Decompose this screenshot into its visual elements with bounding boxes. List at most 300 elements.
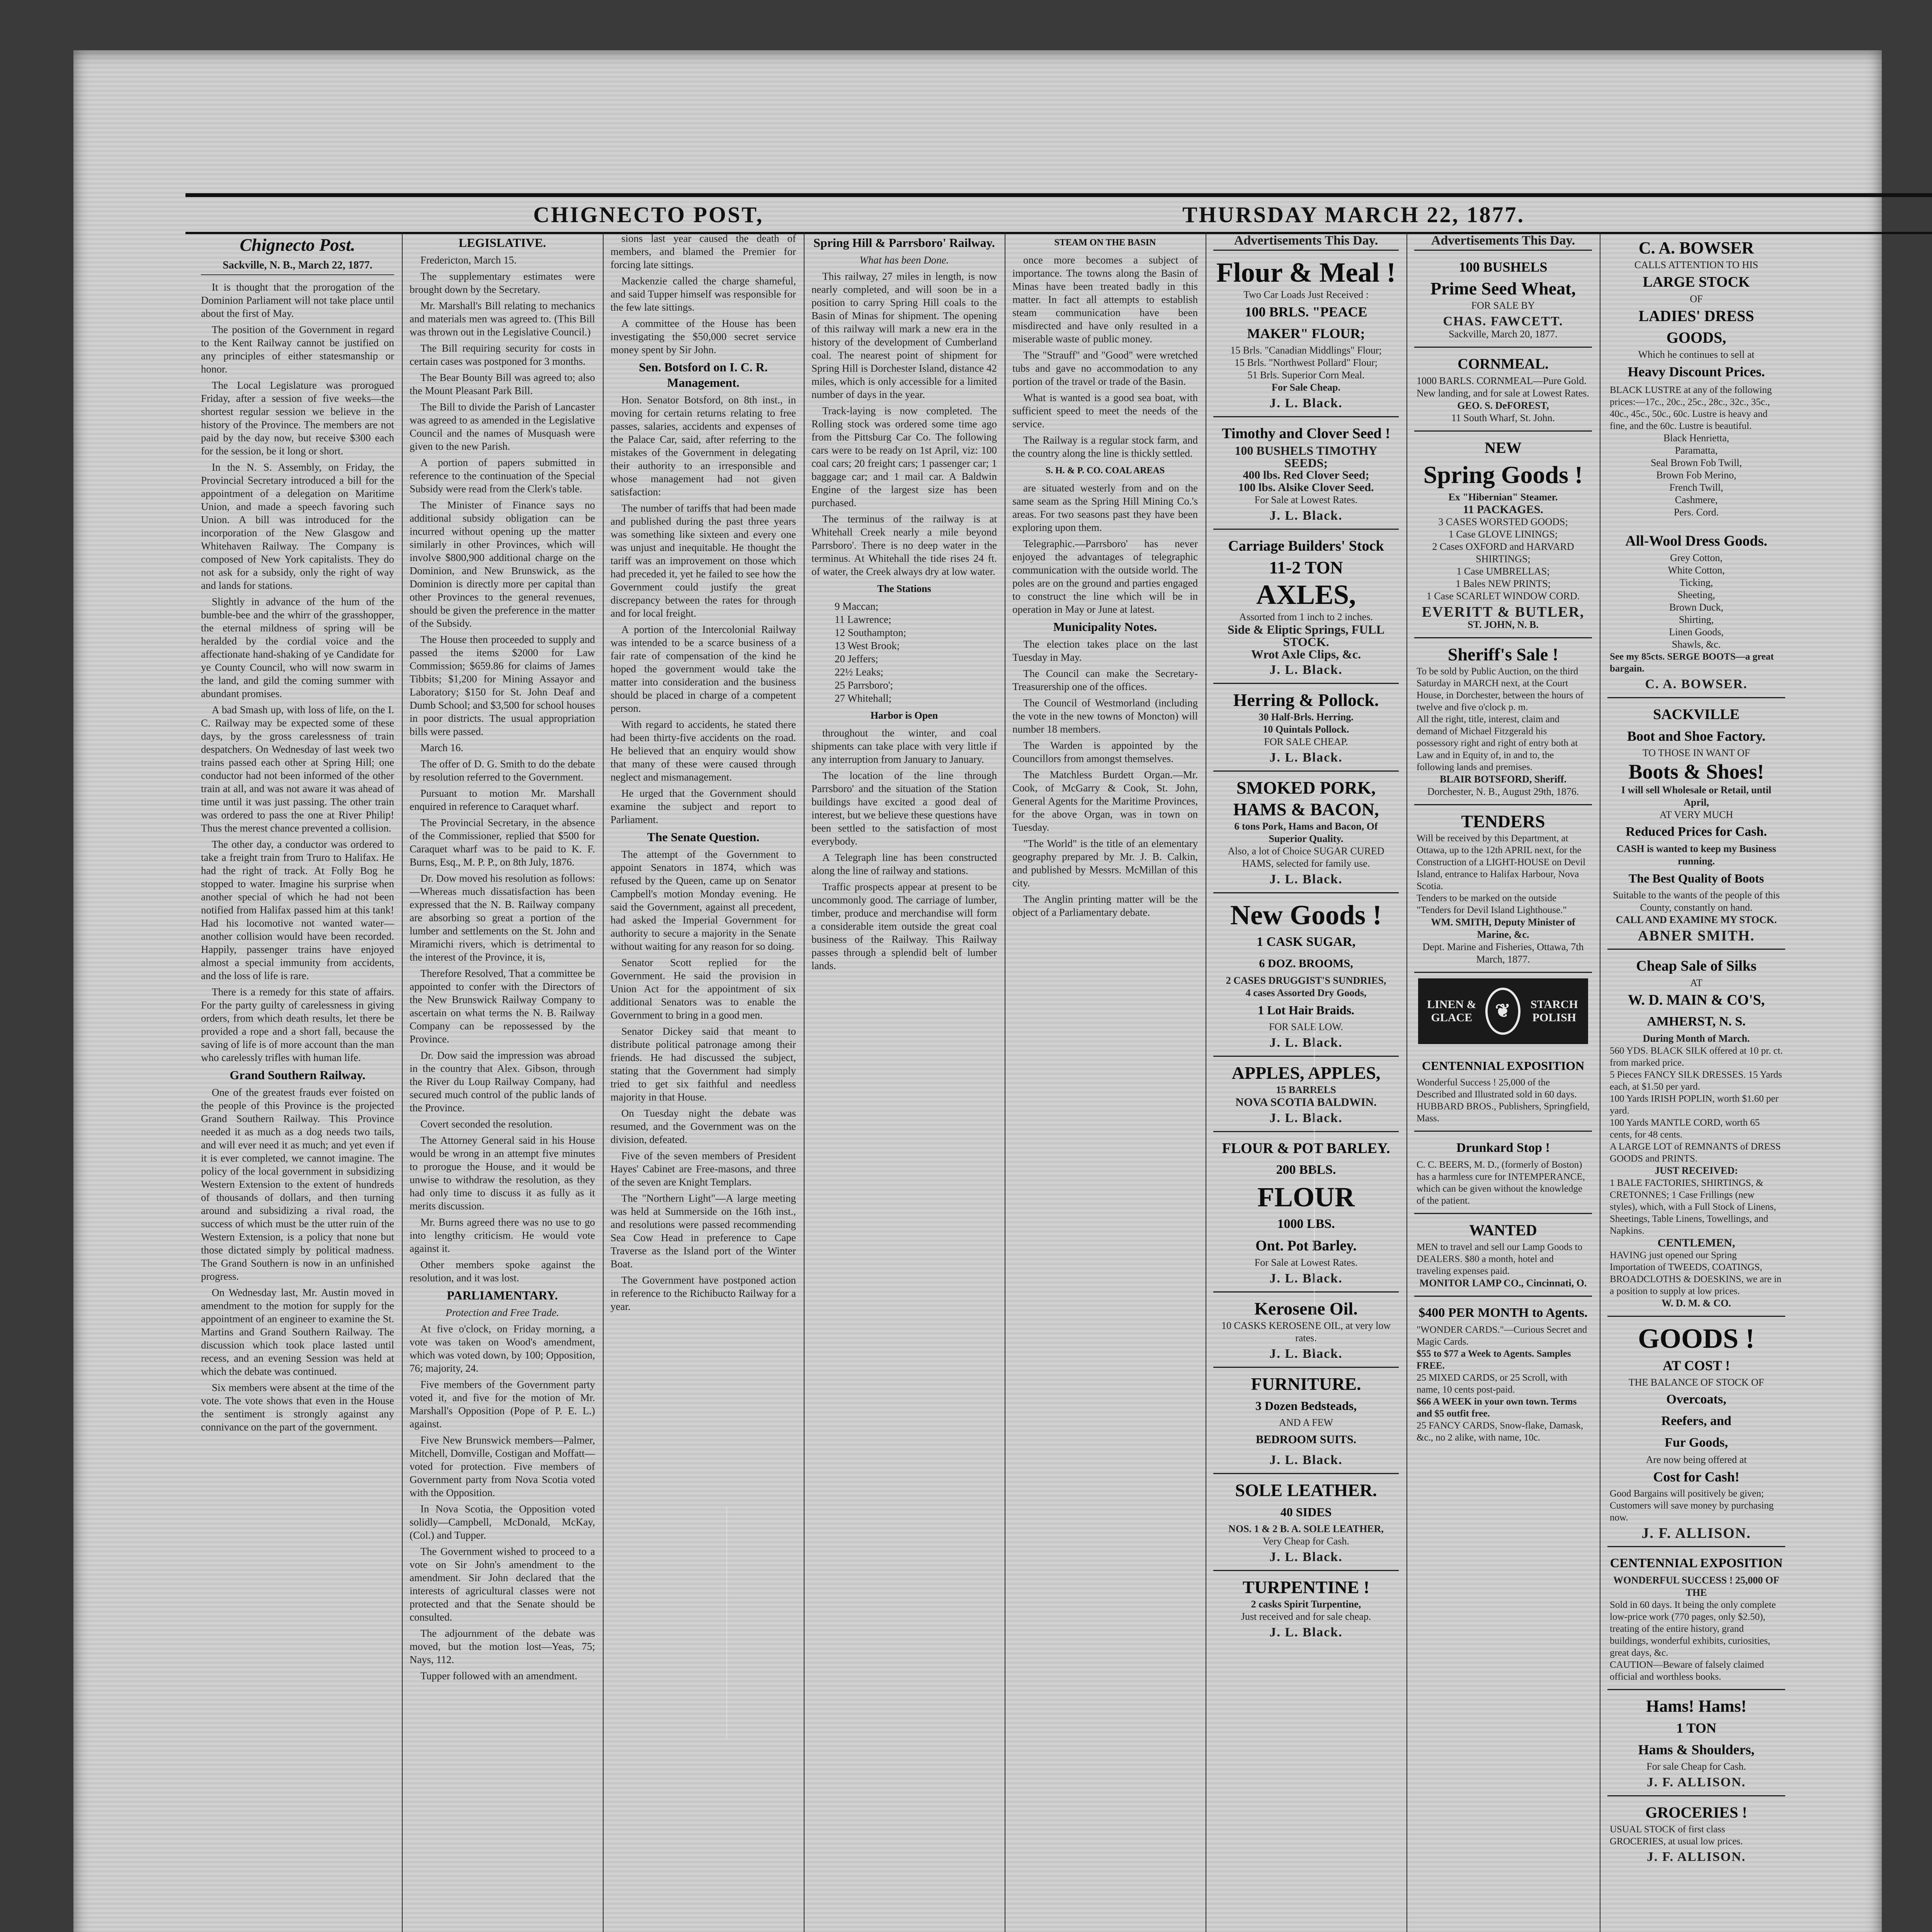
column-editorial [201, 232, 394, 1932]
ad-line: Wrot Axle Clips, &c. [1251, 647, 1361, 661]
ad-signature: J. L. Black. [1269, 872, 1343, 886]
paragraph: One of the greatest frauds ever foisted on the people of this Province is the projected Grand Southern Railway. This Province needed it as much as a dog needs two tails, and will ever need it as much; and yet even if it is ever completed, we cannot imagine. The policy of the local government in subsidizing Western Extension to the extent of hundreds of thousands of dollars, and then turning around and subsidizing a rival road, the success of which must be the utter ruin of the Western Extension, is a policy that none but those dictated simply by political madness. The Grand Southern is now in an unfinished progress. [201, 1087, 394, 1282]
ad-title: CORNMEAL. [1458, 356, 1549, 372]
ad-drunkard [1414, 1132, 1592, 1214]
masthead [185, 193, 1932, 234]
ad-title: All-Wool Dress Goods. [1625, 533, 1767, 549]
ad-line: 1000 BARLS. CORNMEAL—Pure Gold. New landing, and for sale at Lowest Rates. [1417, 375, 1589, 399]
paragraph: The Railway is a regular stock farm, and the country along the line is thickly settled. [1012, 434, 1198, 459]
ad-line: 15 Brls. "Northwest Pollard" Flour; [1234, 357, 1378, 368]
ad-line: W. D. M. & CO. [1662, 1298, 1731, 1309]
ad-sole-leather [1213, 1474, 1399, 1571]
column-rule [1406, 232, 1407, 1932]
paragraph: sions last year caused the death of members, and blamed the Premier for forcing late sittings. [611, 233, 796, 270]
ad-signature: EVERITT & BUTLER, [1422, 604, 1585, 620]
paragraph: Telegraphic.—Parrsboro' has never enjoyed the advantages of telegraphic communication with the outside world. The poles are on the ground and parties engaged to construct the line which will be in operation in May or June at latest. [1012, 538, 1198, 615]
list-item: 11 Lawrence; [835, 614, 891, 625]
paragraph: Dr. Dow said the impression was abroad in the country that Alex. Gibson, through the River du Loup Railway Company, had secured much control of the public lands of the Province. [410, 1049, 595, 1114]
paragraph: The Provincial Secretary, in the absence of the Commissioner, replied that $500 for Caraquet wharf was to be paid to K. F. Burns, Esq., M. P. P., on 8th July, 1876. [410, 817, 595, 868]
paragraph: Hon. Senator Botsford, on 8th inst., in moving for certain returns relating to free passes, salaries, accidents and expenses of the Palace Car, said, after referring to the mistakes of the Government in delegating their authority to an irresponsible and whose management had not given satisfaction: [611, 394, 796, 498]
ad-line: NOVA SCOTIA BALDWIN. [1235, 1096, 1377, 1109]
ad-line: NOS. 1 & 2 B. A. SOLE LEATHER, [1228, 1523, 1384, 1534]
ad-line: 1 Bales NEW PRINTS; [1456, 578, 1551, 589]
paragraph: At five o'clock, on Friday morning, a vote was taken on Wood's amendment, which was voted down, by 100; Opposition, 76; majority, 24. [410, 1323, 595, 1374]
list-item: 9 Maccan; [835, 600, 879, 612]
ad-line: 3 CASES WORSTED GOODS; [1438, 516, 1568, 527]
ad-centennial [1414, 1049, 1592, 1132]
ad-signature: J. F. ALLISON. [1646, 1850, 1746, 1864]
ad-line: All the right, title, interest, claim and demand of Michael Fitzgerald his possessory right and right of entry both at Law and in Equity of, in and to, the following lands and premises. [1417, 714, 1578, 772]
ad-subtitle: NEW [1485, 439, 1522, 456]
ad-line: 100 BRLS. "PEACE MAKER" FLOUR; [1245, 304, 1367, 341]
paragraph: A Telegraph line has been constructed along the line of railway and stations. [811, 852, 997, 876]
ad-line: TO THOSE IN WANT OF [1642, 747, 1750, 759]
ad-goods-at-cost [1607, 1317, 1785, 1547]
ad-signature: J. L. Black. [1269, 1271, 1343, 1286]
ad-line: French Twill, [1669, 482, 1723, 493]
paragraph: Other members spoke against the resolution, and it was lost. [410, 1259, 595, 1284]
ad-line: Brown Fob Merino, [1656, 469, 1736, 481]
paragraph: The supplementary estimates were brought down by the Secretary. [410, 270, 595, 295]
ad-line: Seal Brown Fob Twill, [1650, 457, 1742, 468]
paragraph: With regard to accidents, he stated there had been thirty-five accidents on the road. He believed that an enquiry would show that many of these were caused through neglect and mismanagement. [611, 719, 796, 783]
ad-line: The Best Quality of Boots [1628, 871, 1764, 885]
ads-heading: Advertisements This Day. [1213, 232, 1399, 251]
ad-line: Brown Duck, [1669, 602, 1724, 613]
ad-big: Boot and Shoe Factory. [1627, 728, 1765, 744]
ad-line: C. C. BEERS, M. D., (formerly of Boston) has a harmless cure for INTEMPERANCE, which can be given without the knowledge of the patient. [1417, 1160, 1585, 1206]
article-heading: Harbor is Open [870, 710, 938, 721]
ad-signature: J. L. Black. [1269, 750, 1343, 765]
ad-line: 10 Quintals Pollock. [1263, 724, 1349, 735]
ad-line: 560 YDS. BLACK SILK offered at 10 pr. ct. from marked price. [1610, 1046, 1783, 1068]
ad-line: OF [1690, 293, 1703, 304]
ad-line: Sold in 60 days. It being the only complete low-price work (770 pages, only $2.50), treating of the entire history, grand buildings, wonderful exhibits, curiosities, great days, &c. [1610, 1600, 1776, 1658]
ad-bowser-list [1607, 384, 1785, 525]
ad-cornmeal [1414, 348, 1592, 432]
article-heading: STEAM ON THE BASIN [1054, 238, 1156, 248]
ad-line: 1 BALE FACTORIES, SHIRTINGS, & CRETONNES; 1 Case Frillings (new styles), which, with a Full Stock of Linens, Sheetings, Table Linens, Towellings, and Napkins. [1610, 1178, 1776, 1236]
ad-line: Are now being offered at [1646, 1454, 1747, 1465]
paragraph: Track-laying is now completed. The Rolling stock was ordered some time ago from the Pittsburg Car Co. The following cars were to be ready on 1st April, viz: 100 coal cars; 20 freight cars; 1 passenger car; 1 baggage car; and 1 mail car. A Baldwin Engine of the largest size has been purchased. [811, 405, 997, 509]
ad-title: Drunkard Stop ! [1456, 1141, 1550, 1155]
paragraph: He urged that the Government should examine the subject and report to Parliament. [611, 787, 796, 825]
ad-place: ST. JOHN, N. B. [1468, 619, 1539, 630]
ad-line: 3 Dozen Bedsteads, [1255, 1399, 1357, 1413]
paragraph: Senator Scott replied for the Government. He said the provision in Union Act for the appointment of six additional Senators was to enable the Government to bring in a good men. [611, 957, 796, 1021]
ad-line: 51 Brls. Superior Corn Meal. [1247, 369, 1365, 381]
ad-line: 11 South Wharf, St. John. [1451, 412, 1555, 423]
paragraph: A portion of papers submitted in reference to the continuation of the Special Subsidy were read from the Clerk's table. [410, 457, 595, 495]
ad-subtitle: 100 BUSHELS [1459, 259, 1548, 275]
paragraph: The Council of Westmorland (including the vote in the new towns of Moncton) will number 18 members. [1012, 697, 1198, 735]
ad-note: For Sale at Lowest Rates. [1254, 1257, 1358, 1268]
paragraph: The location of the line through Parrsboro' and the situation of the Station buildings have excited a good deal of interest, but we believe these questions have been settled to the satisfaction of most everybody. [811, 770, 997, 847]
list-item: 13 West Brook; [835, 640, 900, 651]
ad-signature: J. L. Black. [1269, 1453, 1343, 1467]
ad-title: TENDERS [1461, 811, 1545, 831]
paragraph: In Nova Scotia, the Opposition voted solidly—Campbell, McDonald, McKay, (Col.) and Tupper. [410, 1503, 595, 1541]
ad-signature: J. L. Black. [1269, 396, 1343, 410]
ad-title: GROCERIES ! [1645, 1804, 1747, 1821]
ad-line: 2 Cases OXFORD and HARVARD SHIRTINGS; [1432, 541, 1574, 565]
paragraph: On Tuesday night the debate was resumed, and the Government was on the division, defeated. [611, 1107, 796, 1145]
ad-line: White Cotton, [1668, 565, 1725, 576]
article-heading: The Senate Question. [647, 830, 760, 844]
ad-new-goods [1213, 893, 1399, 1057]
ad-line: AND A FEW [1279, 1417, 1333, 1428]
ad-kerosene [1213, 1293, 1399, 1368]
paragraph: Covert seconded the resolution. [420, 1118, 553, 1130]
ad-hams [1607, 1690, 1785, 1796]
column-ads-merchants [1607, 232, 1785, 1932]
ad-line: Also, a lot of Choice SUGAR CURED HAMS, selected for family use. [1228, 845, 1384, 869]
ad-line: Sackville, March 20, 1877. [1449, 328, 1558, 340]
ad-note: FOR SALE LOW. [1269, 1021, 1343, 1032]
ad-bowser [1607, 232, 1785, 384]
station-list [811, 600, 997, 705]
ad-line: $55 to $77 a Week to Agents. Samples FREE. [1417, 1349, 1571, 1371]
ad-line: Paramatta, [1675, 445, 1718, 456]
ad-line: Hams & Shoulders, [1638, 1742, 1755, 1757]
ad-furniture [1213, 1368, 1399, 1474]
ad-shoe-factory [1607, 698, 1785, 950]
ad-line: Ont. Pot Barley. [1255, 1238, 1357, 1254]
paper-name: CHIGNECTO POST, [533, 202, 764, 227]
article-heading: Spring Hill & Parrsboro' Railway. [813, 236, 995, 250]
ad-signature: C. A. BOWSER. [1645, 677, 1748, 691]
ad-big: AMHERST, N. S. [1647, 1014, 1746, 1029]
ad-flour-meal [1213, 251, 1399, 417]
ad-line: Shawls, &c. [1672, 639, 1721, 650]
starch-left-text: LINEN & GLACE [1427, 998, 1476, 1024]
ad-line: A LARGE LOT of REMNANTS of DRESS GOODS and PRINTS. [1610, 1141, 1781, 1164]
ad-line: 1 Lot Hair Braids. [1257, 1003, 1355, 1017]
ad-line: 100 Yards IRISH POPLIN, worth $1.60 per yard. [1610, 1094, 1779, 1116]
ad-centennial-2 [1607, 1547, 1785, 1690]
ad-signature: J. L. Black. [1269, 1550, 1343, 1564]
ad-line: Wonderful Success ! 25,000 of the Described and Illustrated sold in 60 days. [1417, 1077, 1577, 1100]
ad-line: Ex "Hibernian" Steamer. [1448, 492, 1558, 503]
ad-title: TURPENTINE ! [1242, 1577, 1370, 1597]
ad-flour-barley [1213, 1132, 1399, 1293]
ad-title: Kerosene Oil. [1254, 1299, 1358, 1318]
ad-line: For sale Cheap for Cash. [1646, 1761, 1746, 1772]
ad-title: Prime Seed Wheat, [1430, 279, 1576, 298]
paragraph: March 16. [420, 742, 463, 753]
starch-polish-ad [1418, 978, 1588, 1044]
ad-line: During Month of March. [1643, 1033, 1750, 1044]
ad-line: Which he continues to sell at [1638, 349, 1755, 360]
ad-line: 2 casks Spirit Turpentine, [1251, 1599, 1361, 1610]
ad-line: FOR SALE BY [1471, 300, 1535, 311]
ad-line: 100 lbs. Alsike Clover Seed. [1238, 481, 1374, 494]
list-item: 25 Parrsboro'; [835, 679, 893, 691]
ad-title: Spring Goods ! [1423, 461, 1583, 488]
paragraph: It is thought that the prorogation of the Dominion Parliament will not take place until about the first of May. [201, 281, 394, 319]
ad-title: New Goods ! [1230, 900, 1382, 930]
ad-title: Carriage Builders' Stock [1228, 538, 1384, 554]
column-ads-misc [1414, 232, 1592, 1932]
ad-line: CALL AND EXAMINE MY STOCK. [1616, 914, 1777, 925]
ad-line: WONDERFUL SUCCESS ! 25,000 OF THE [1613, 1575, 1779, 1598]
ads-heading: Advertisements This Day. [1414, 232, 1592, 251]
ad-title: SMOKED PORK, HAMS & BACON, [1233, 778, 1379, 819]
paragraph: The other day, a conductor was ordered to take a freight train from Truro to Halifax. He had the right of track. At Folly Bog he stopped to water. Imagine his surprise when another special of which he had not been notified from Halifax passed him at this tank! Had his locomotive not wanted water—another collision would have been recorded. Happily, passenger trains have enjoyed almost a special immunity from accidents, and the loss of life is rare. [201, 838, 394, 981]
issue-date: THURSDAY MARCH 22, 1877. [1182, 202, 1525, 227]
ad-spring-goods [1414, 432, 1592, 638]
ad-signature: ABNER SMITH. [1638, 928, 1755, 944]
paragraph: The attempt of the Government to appoint Senators in 1874, which was refused by the Queen, came up on Senator Campbell's motion Monday evening. He said the Government, against all precedent, had asked the Imperial Government for authority to secure a majority in the Senate without waiting for any reason for so doing. [611, 849, 796, 952]
article-heading: S. H. & P. CO. COAL AREAS [1045, 466, 1165, 476]
paragraph: The Council can make the Secretary-Treasurership one of the offices. [1012, 668, 1198, 692]
ad-pork [1213, 772, 1399, 893]
scan-artifact [1314, 1005, 1315, 1352]
paragraph: The Matchless Burdett Organ.—Mr. Cook, of McGarry & Cook, St. John, General Agents for the Maritime Provinces, for the above Organ, was in town on Tuesday. [1012, 769, 1198, 833]
ad-line: I will sell Wholesale or Retail, until April, [1621, 784, 1772, 808]
paragraph: What is wanted is a good sea boat, with sufficient speed to meet the needs of the service. [1012, 392, 1198, 430]
paragraph: Pursuant to motion Mr. Marshall enquired in reference to Caraquet wharf. [410, 787, 595, 812]
paragraph: Mackenzie called the charge shameful, and said Tupper himself was responsible for the few late sittings. [611, 275, 796, 313]
paragraph: The adjournment of the debate was moved, but the motion lost—Yeas, 75; Nays, 112. [410, 1628, 595, 1665]
paragraph: Five members of the Government party voted it, and five for the motion of Mr. Marshall's Opposition (Pope of P. E. L.) against. [410, 1379, 595, 1430]
ad-line: HAVING just opened our Spring Importation of TWEEDS, COATINGS, BROADCLOTHS & DOESKINS, we are in a position to supply at low prices. [1610, 1250, 1782, 1296]
ad-line: Suitable to the wants of the people of this County, constantly on hand. [1613, 889, 1780, 913]
ad-agents [1414, 1297, 1592, 1450]
paragraph: The Attorney General said in his House would be wrong in an attempt five minutes to prorogue the House, and it would be unwise to withdraw the resolution, as they had only time to discuss it as fully as it merits discussion. [410, 1134, 595, 1212]
paragraph: The Minister of Finance says no additional subsidy obligation can be incurred without opening up the matter similarly in other Provinces, which will involve $800,900 additional charge on the Dominion, and New Brunswick, as the Dominion is directly more per capital than other Provinces to the general revenues, should be given the preference in the matter of the Subsidy. [410, 499, 595, 629]
ad-line: FLOUR [1257, 1182, 1355, 1213]
paragraph: A portion of the Intercolonial Railway was intended to be a scarce business of a fair rate of compensation of the kind he hoped the government would take the matter into consideration and the business should be placed in charge of a competent person. [611, 624, 796, 714]
ad-line: Grey Cotton, [1670, 552, 1723, 563]
paragraph: Six members were absent at the time of the vote. The vote shows that even in the House the sentiment is strongly against any connivance on the part of the government. [201, 1382, 394, 1433]
ad-line: Pers. Cord. [1673, 507, 1719, 518]
paragraph: Five of the seven members of President Hayes' Cabinet are Free-masons, and three of the seven are Knight Templars. [611, 1150, 796, 1188]
ad-groceries [1607, 1796, 1785, 1870]
paragraph: Traffic prospects appear at present to be uncommonly good. The carriage of lumber, timber, produce and merchandise will form a considerable item outside the great coal business of the Railway. This Railway passes through a splendid belt of lumber lands. [811, 881, 997, 971]
ad-line: BLACK LUSTRE at any of the following prices:—17c., 20c., 25c., 28c., 32c., 35c., 40c., 45c., 50c., 60c. Lustre is heavy and fine, and the 60c. Lustre is beautiful. [1610, 385, 1772, 431]
ad-line: Fur Goods, [1665, 1435, 1728, 1450]
ad-line: Overcoats, [1666, 1392, 1726, 1406]
paragraph: Therefore Resolved, That a committee be appointed to confer with the Directors of the New Brunswick Railway Company to ascertain on what terms the N. B. Railway Company can be repossessed by the Province. [410, 968, 595, 1045]
paragraph: On Wednesday last, Mr. Austin moved in amendment to the motion for supply for the appointment of an engineer to examine the St. Martins and Grand Southern Railway. The discussion which took place lasted until recess, and an evening Session was held at which the debate was continued. [201, 1287, 394, 1377]
paragraph: "The World" is the title of an elementary geography prepared by Mr. J. B. Calkin, and published by Messrs. McMillan of this city. [1012, 838, 1198, 889]
ad-signature: J. L. Black. [1269, 1625, 1343, 1639]
paragraph: Fredericton, March 15. [420, 254, 517, 266]
ad-signature: J. L. Black. [1269, 663, 1343, 677]
list-item: 12 Southampton; [835, 627, 906, 638]
ad-big: W. D. MAIN & CO'S, [1628, 992, 1765, 1008]
ad-bowser-wool [1607, 525, 1785, 698]
ad-title: FURNITURE. [1251, 1374, 1361, 1394]
ad-line: 40 SIDES [1280, 1505, 1332, 1519]
ad-line: 1 Case UMBRELLAS; [1456, 566, 1550, 577]
paragraph: The "Northern Light"—A large meeting was held at Summerside on the 16th inst., and resolutions were passed recommending Sea Cow Head in preference to Cape Traverse as the Island port of the Winter Boat. [611, 1192, 796, 1270]
paragraph: The House then proceeded to supply and passed the items $2000 for Law Commission; $659.86 for claims of James Tibbits; $1,200 for Mining Assayor and Laboratory; $150 for St. John Deaf and Dumb School; and $3,500 for school houses in poor districts. The usual appropriation bills were passed. [410, 634, 595, 737]
ad-title: Hams! Hams! [1646, 1697, 1747, 1716]
ad-line: LARGE STOCK [1643, 274, 1750, 290]
paragraph: The Government have postponed action in reference to the Richibucto Railway for a year. [611, 1274, 796, 1312]
ad-line: 100 Yards MANTLE CORD, worth 65 cents, for 48 cents. [1610, 1117, 1760, 1140]
article-subheading: What has been Done. [859, 254, 949, 266]
ad-line: See my 85cts. SERGE BOOTS—a great bargain. [1610, 651, 1774, 674]
ad-line: 6 tons Pork, Hams and Bacon, Of Superior Quality. [1234, 821, 1378, 844]
ad-apples [1213, 1057, 1399, 1132]
ad-line: 4 cases Assorted Dry Goods, [1245, 987, 1367, 998]
ad-line: THE BALANCE OF STOCK OF [1628, 1377, 1764, 1388]
paragraph: In the N. S. Assembly, on Friday, the Provincial Secretary introduced a bill for the appointment of a delegation on Maritime Union, and made a speech favoring such Union. A bill was introduced for the incorporation of the New Glasgow and Whitehaven Railway. The Company is composed of New York capitalists. They do not ask for a subsidy, only the right of way and lands for stations. [201, 461, 394, 591]
column-legislative [410, 232, 595, 1932]
paragraph: The Bill to divide the Parish of Lancaster was agreed to as amended in the Legislative Council and the names of Musquash were given to the new Parish. [410, 401, 595, 452]
list-item: 22½ Leaks; [835, 666, 883, 678]
paragraph: A bad Smash up, with loss of life, on the I. C. Railway may be expected some of these days, by the gross carelessness of train despatchers. On Wednesday of last week two trains passed each other at Spring Hill; one conductor had not been informed of the other train at all, and was not aware it was ahead of time until it was just passing. The other train was ordered to pass the one at River Philip! Thus the merest chance prevented a collision. [201, 704, 394, 834]
ad-title: WANTED [1469, 1221, 1537, 1239]
ad-title: Flour & Meal ! [1216, 257, 1396, 288]
ad-line: $66 A WEEK in your own town. Terms and $5 outfit free. [1417, 1396, 1577, 1419]
ad-title: FLOUR & POT BARLEY. [1222, 1140, 1390, 1156]
ad-line: Dorchester, N. B., August 29th, 1876. [1427, 786, 1579, 797]
ad-line: 5 Pieces FANCY SILK DRESSES. 15 Yards each, at $1.50 per yard. [1610, 1070, 1782, 1092]
ad-line: CENTLEMEN, [1657, 1236, 1735, 1249]
paragraph: Five New Brunswick members—Palmer, Mitchell, Domville, Costigan and Moffatt—voted for protection. Five members of Government party from Nova Scotia voted with the Opposition. [410, 1434, 595, 1498]
ad-signature: J. L. Black. [1269, 1036, 1343, 1050]
ad-line: 15 BARRELS [1276, 1084, 1336, 1095]
ad-line: Reduced Prices for Cash. [1626, 825, 1767, 839]
ad-sheriffs-sale [1414, 638, 1592, 805]
paragraph: are situated westerly from and on the same seam as the Spring Hill Mining Co.'s areas. For two seasons past they have been exploring upon them. [1012, 482, 1198, 533]
ad-line: 25 MIXED CARDS, or 25 Scroll, with name, 10 cents post-paid. [1417, 1372, 1568, 1395]
paragraph: Slightly in advance of the hum of the bumble-bee and the whirr of the grasshopper, the eternal mildness of spring will be heralded by the cordial voice and the affectionate hand-shaking of ye Candidate for ye County Council, who will now swarm in the land, and gild the coming summer with abundant promises. [201, 596, 394, 699]
paragraph: The Bear Bounty Bill was agreed to; also the Mount Pleasant Park Bill. [410, 372, 595, 396]
column-rule [402, 232, 403, 1932]
paragraph: Dr. Dow moved his resolution as follows:—Whereas much dissatisfaction has been expressed that the N. B. Railway company are absorbing so great a portion of the lumber and settlements on the St. John and Miramichi rivers, which is detrimental to the interest of the Province, it is, [410, 872, 595, 963]
ad-title: CENTENNIAL EXPOSITION [1610, 1556, 1783, 1570]
ad-line: 200 BBLS. [1276, 1163, 1336, 1177]
ad-seed-wheat [1414, 251, 1592, 348]
ad-title: GOODS ! [1638, 1323, 1755, 1354]
ad-title: CENTENNIAL EXPOSITION [1422, 1059, 1585, 1073]
ad-line: USUAL STOCK of first class GROCERIES, at usual low prices. [1610, 1824, 1743, 1847]
ad-line: CHAS. FAWCETT. [1443, 314, 1563, 328]
scan-artifact [726, 1507, 727, 1739]
ad-line: 100 BUSHELS TIMOTHY SEEDS; [1235, 444, 1378, 470]
paragraph: Tupper followed with an amendment. [420, 1670, 578, 1682]
ad-title: $400 PER MONTH to Agents. [1418, 1306, 1588, 1320]
ad-line: JUST RECEIVED: [1655, 1165, 1738, 1176]
paragraph: The Local Legislature was prorogued Friday, after a session of five weeks—the shortest regular session we believe in the history of the Province. The members are not paid by the day now, but receive $300 each for the session, be it long or short. [201, 379, 394, 457]
ad-line: GEO. S. DeFOREST, [1457, 400, 1549, 411]
ad-line: MEN to travel and sell our Lamp Goods to DEALERS. $80 a month, hotel and traveling expenses paid. [1417, 1242, 1583, 1276]
ad-title: C. A. BOWSER [1638, 238, 1754, 257]
column-rule [603, 232, 604, 1932]
article-heading: PARLIAMENTARY. [447, 1288, 558, 1302]
ad-line: Shirting, [1679, 614, 1714, 625]
ad-line: 6 DOZ. BROOMS, [1259, 957, 1353, 970]
list-item: 20 Jeffers; [835, 653, 878, 665]
ad-line: Just received and for sale cheap. [1241, 1611, 1371, 1622]
ad-title: Timothy and Clover Seed ! [1222, 425, 1390, 442]
ad-line: 2 CASES DRUGGIST'S SUNDRIES, [1226, 975, 1386, 986]
ad-carriage [1213, 530, 1399, 684]
ad-line: 1 CASK SUGAR, [1257, 935, 1355, 949]
ad-line: Cost for Cash! [1653, 1469, 1740, 1485]
ad-line: 25 FANCY CARDS, Snow-flake, Damask, &c., no 2 alike, with name, 10c. [1417, 1420, 1583, 1443]
paragraph: Senator Dickey said that meant to distribute political patronage among their friends. He had discussed the subject, stating that the Government had simply tried to get six faithful and needless majority in that House. [611, 1026, 796, 1103]
paragraph: throughout the winter, and coal shipments can take place with very little if any interruption from January to January. [811, 727, 997, 765]
paragraph: The Government wished to proceed to a vote on Sir John's amendment to the amendment. Sir John declared that the interests of agricultural classes were not protected and that the Senate should be consulted. [410, 1546, 595, 1623]
ad-line: Reefers, and [1661, 1414, 1731, 1428]
ad-line: BLAIR BOTSFORD, Sheriff. [1440, 774, 1566, 785]
ad-line: To be sold by Public Auction, on the third Saturday in MARCH next, at the Court House, in Dorchester, between the hours of twelve and five o'clock p. m. [1417, 666, 1584, 713]
ad-turpentine [1213, 1571, 1399, 1645]
ad-line: Two Car Loads Just Received : [1243, 289, 1369, 300]
ad-line: Ticking, [1679, 577, 1713, 588]
paper-title: Chignecto Post. [240, 235, 355, 255]
monogram-icon: ❦ [1485, 988, 1520, 1035]
ad-line: CASH is wanted to keep my Business running. [1616, 843, 1776, 867]
paragraph: The Bill requiring security for costs in certain cases was postponed for 3 months. [410, 342, 595, 367]
paragraph: The Anglin printing matter will be the object of a Parliamentary debate. [1012, 893, 1198, 918]
ad-line: Will be received by this Department, at Ottawa, up to the 12th APRIL next, for the Construction of a LIGHT-HOUSE on Devil Island, entrance to Halifax Harbour, Nova Scotia. [1417, 833, 1586, 891]
ad-line: WM. SMITH, Deputy Minister of Marine, &c. [1431, 917, 1575, 940]
article-heading: Grand Southern Railway. [230, 1068, 366, 1082]
ad-line: 10 CASKS KEROSENE OIL, at very low rates. [1221, 1320, 1391, 1344]
ad-signature: J. L. Black. [1269, 509, 1343, 523]
article-heading: The Stations [877, 583, 931, 594]
ad-line: 1 Case SCARLET WINDOW CORD. [1426, 590, 1580, 602]
paragraph: This railway, 27 miles in length, is now nearly completed, and will soon be in a position to carry Spring Hill coals to the Basin of Minas for shipment. The opening of this railway will mark a new era in the history of the development of Cumberland coal. The nearest point of shipment for Spring Hill is Dorchester Island, distance 42 miles, which is only accessible for a limited number of days in the year. [811, 270, 997, 400]
paragraph: Mr. Marshall's Bill relating to mechanics and materials men was agreed to. (This Bill was thrown out in the Legislative Council.) [410, 300, 595, 338]
ad-line: Tenders to be marked on the outside "Tenders for Devil Island Lighthouse." [1417, 893, 1567, 915]
ad-line: 400 lbs. Red Clover Seed; [1243, 469, 1369, 481]
ad-line: Linen Goods, [1669, 626, 1724, 638]
ad-line: LADIES' DRESS GOODS, [1638, 307, 1754, 346]
paragraph: There is a remedy for this state of affairs. For the party guilty of carelessness in giving orders, from which death results, let there be provided a rope and a short fall, because the saving of life is of more account than the man who carelessly trifles with human life. [201, 986, 394, 1063]
ad-line: Side & Eliptic Springs, FULL STOCK. [1227, 622, 1385, 649]
ad-signature: J. L. Black. [1269, 1347, 1343, 1361]
ad-line: Cashmere, [1675, 494, 1718, 505]
ad-line: Good Bargains will positively be given; Customers will save money by purchasing now. [1610, 1488, 1774, 1523]
ad-seeds [1213, 417, 1399, 530]
paragraph: The "Strauff" and "Good" were wretched tubs and gave no accommodation to any portion of the travel or trade of the Basin. [1012, 349, 1198, 387]
column-railway [811, 232, 997, 1932]
ad-line: CALLS ATTENTION TO HIS [1634, 259, 1759, 270]
dateline: Sackville, N. B., March 22, 1877. [201, 259, 394, 275]
article-heading: LEGISLATIVE. [458, 236, 546, 250]
ad-line: BEDROOM SUITS. [1255, 1433, 1357, 1446]
ad-title: Sheriff's Sale ! [1447, 645, 1559, 664]
ad-title: Cheap Sale of Silks [1636, 958, 1757, 974]
ad-tenders [1414, 805, 1592, 973]
paragraph: A committee of the House has been investigating the $50,000 secret service money spent by Sir John. [611, 318, 796, 355]
ad-subtitle: 11-2 TON [1269, 558, 1343, 577]
ad-line: Heavy Discount Prices. [1628, 364, 1765, 379]
ad-title: APPLES, APPLES, [1231, 1063, 1381, 1083]
ad-signature: J. F. ALLISON. [1641, 1525, 1751, 1541]
ad-big: Boots & Shoes! [1628, 760, 1764, 783]
column-senate [611, 232, 796, 1932]
ad-line: 1000 LBS. [1277, 1217, 1335, 1231]
paragraph: The election takes place on the last Tuesday in May. [1012, 638, 1198, 663]
ad-note: For Sale at Lowest Rates. [1254, 494, 1358, 505]
ad-herring [1213, 684, 1399, 772]
paragraph: The position of the Government in regard to the Kent Railway cannot be justified on any principles of either statesmanship or honor. [201, 324, 394, 375]
ad-line: Black Henrietta, [1663, 432, 1730, 444]
ad-line: "WONDER CARDS."—Curious Secret and Magic Cards. [1417, 1325, 1587, 1347]
article-subheading: Protection and Free Trade. [446, 1307, 559, 1318]
ad-signature: J. L. Black. [1269, 1111, 1343, 1125]
ad-title: SOLE LEATHER. [1235, 1480, 1377, 1500]
